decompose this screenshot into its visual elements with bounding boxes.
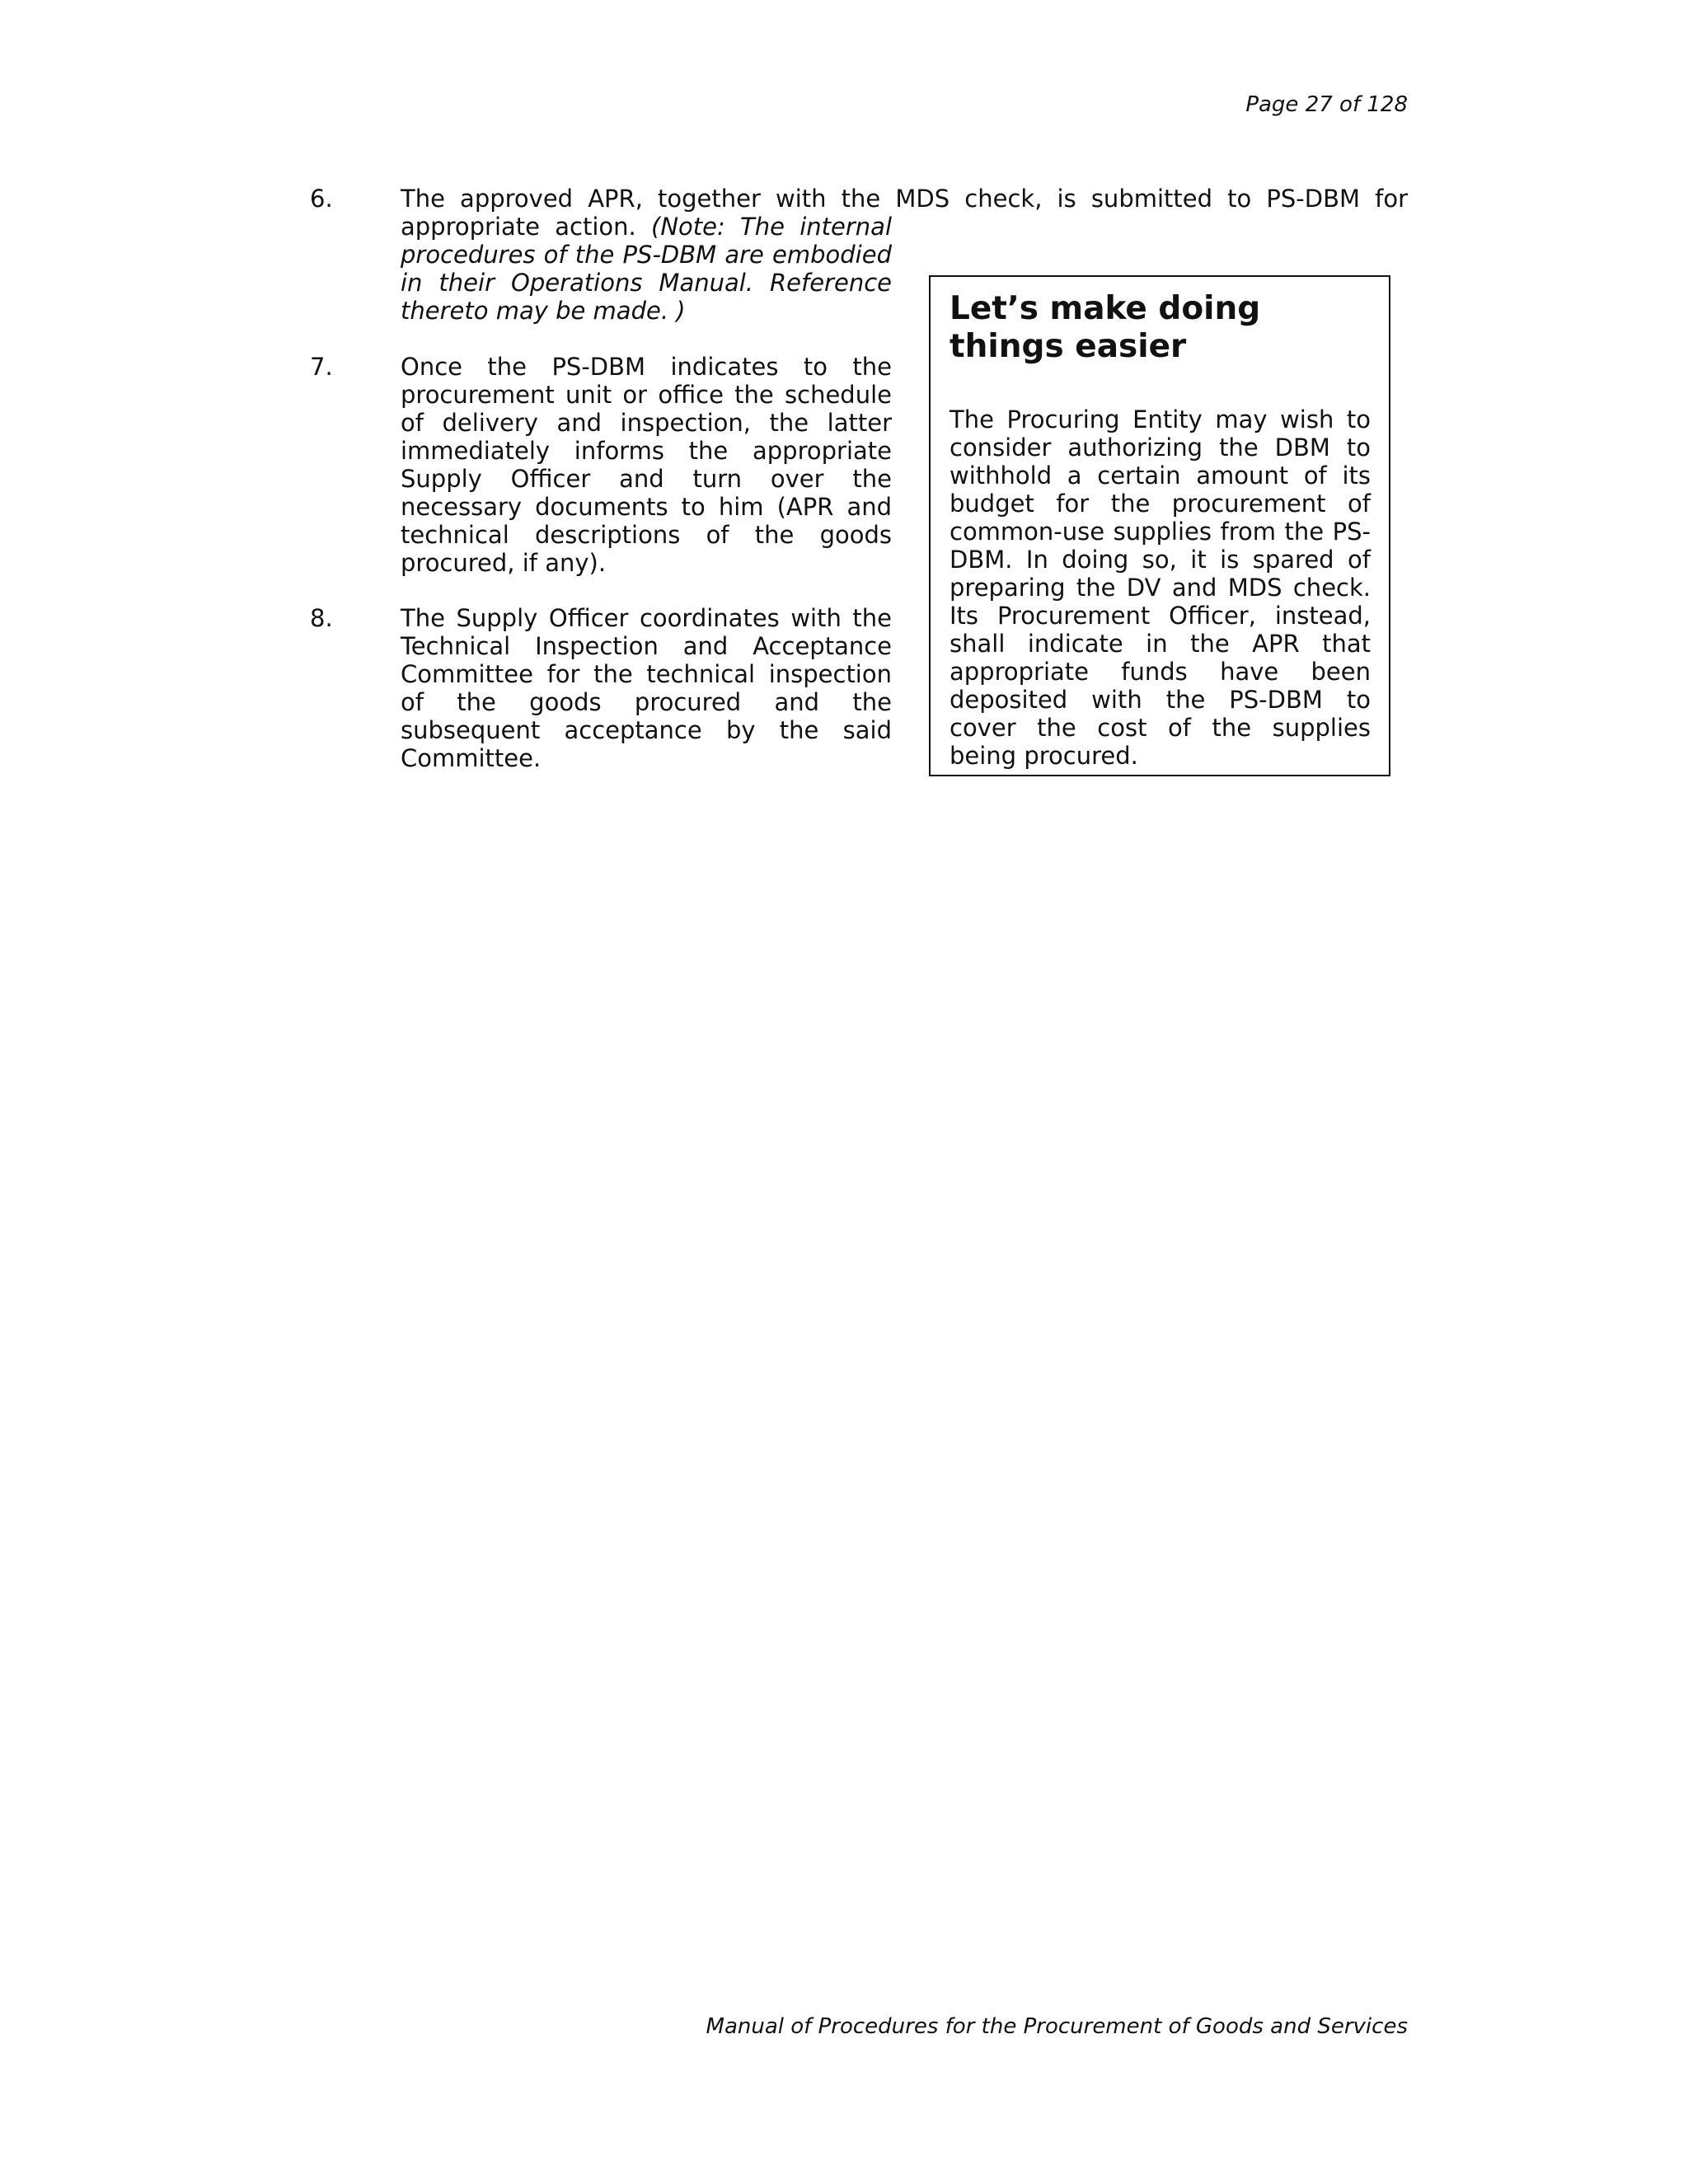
item-6-note: (Note: The internal procedures of the PS-DBM are embodied in their Operations Manual. Reference thereto may be made. ) <box>401 213 892 325</box>
item-6-text <box>401 185 1408 325</box>
callout-title: Let’s make doing things easier <box>950 290 1261 365</box>
item-7-number: 7. <box>310 353 333 381</box>
item-6-number: 6. <box>310 185 333 213</box>
item-7-text: Once the PS-DBM indicates to the procurement unit or office the schedule of delivery and inspection, the latter immediately informs the appropriate Supply Officer and turn over the necessary documents to him (APR and technical descriptions of the goods procured, if any). <box>401 353 892 577</box>
tip-callout-box <box>929 275 1390 776</box>
callout-body: The Procuring Entity may wish to consider authorizing the DBM to withhold a certain amount of its budget for the procurement of common-use supplies from the PS-DBM. In doing so, it is spared of preparing the DV and MDS check. Its Procurement Officer, instead, shall indicate in the APR that appropriate funds have been deposited with the PS-DBM to cover the cost of the supplies being procured. <box>950 405 1371 770</box>
item-6-first-line: The approved APR, together with the MDS check, is submitted to PS-DBM for <box>401 185 1408 213</box>
page-number: Page 27 of 128 <box>1245 92 1408 117</box>
item-6-rest: appropriate action. <box>401 213 652 241</box>
item-8-number: 8. <box>310 604 333 632</box>
item-8-text: The Supply Officer coordinates with the Technical Inspection and Acceptance Committee for the technical inspection of the goods procured and the subsequent acceptance by the said Committee. <box>401 604 892 772</box>
page-footer: Manual of Procedures for the Procurement of Goods and Services <box>706 2014 1408 2039</box>
